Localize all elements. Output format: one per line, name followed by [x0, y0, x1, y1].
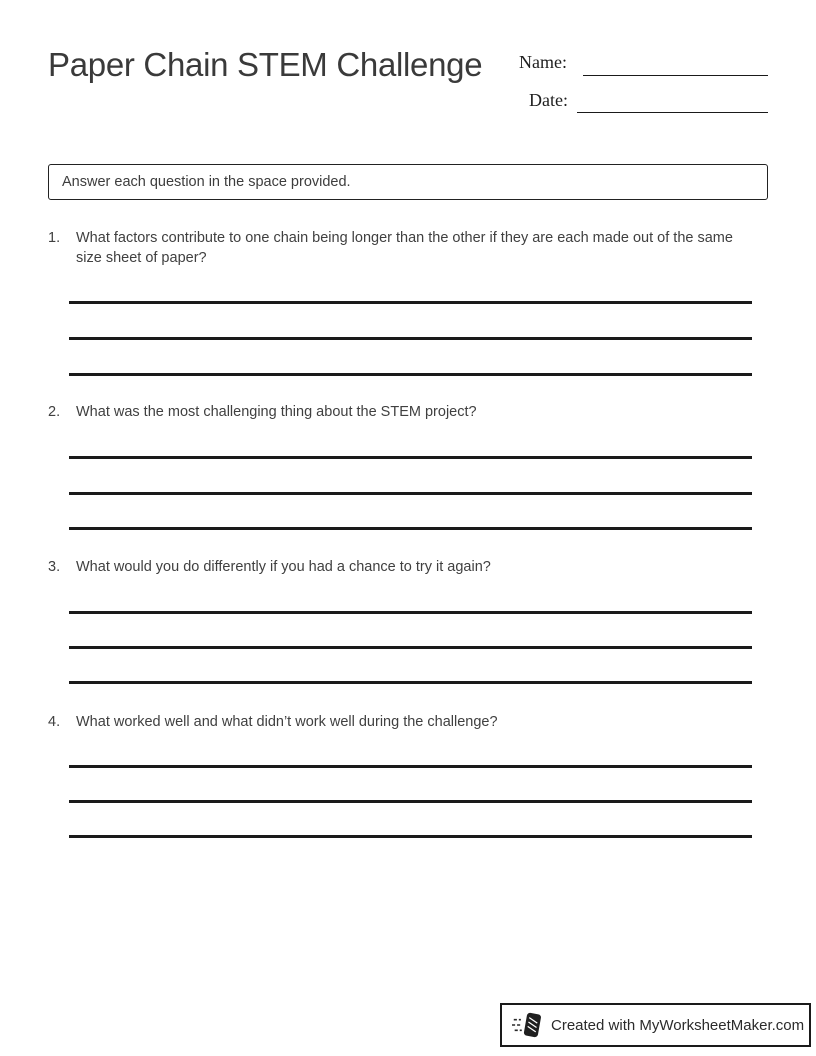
question-4 [48, 713, 748, 733]
answer-line[interactable] [69, 646, 752, 649]
answer-line[interactable] [69, 337, 752, 340]
page-title: Paper Chain STEM Challenge [48, 46, 483, 83]
question-3 [48, 558, 748, 578]
question-1-text: What factors contribute to one chain being longer than the other if they are each made out of the same size sheet of paper? [76, 230, 733, 266]
answer-line[interactable] [69, 800, 752, 803]
credit-text: Created with MyWorksheetMaker.com [551, 1016, 805, 1034]
instructions-box [48, 164, 768, 200]
answer-line[interactable] [69, 456, 752, 459]
answer-line[interactable] [69, 765, 752, 768]
question-2-text: What was the most challenging thing about the STEM project? [76, 404, 477, 420]
answer-line[interactable] [69, 527, 752, 530]
credit-badge [500, 1003, 811, 1047]
answer-line[interactable] [69, 835, 752, 838]
question-3-number: 3. [48, 559, 61, 575]
name-blank-line[interactable] [583, 75, 768, 76]
question-4-number: 4. [48, 714, 61, 730]
date-blank-line[interactable] [577, 112, 768, 113]
answer-line[interactable] [69, 611, 752, 614]
date-label: Date: [529, 90, 568, 110]
answer-line[interactable] [69, 492, 752, 495]
question-1-number: 1. [48, 230, 61, 246]
worksheet-maker-logo-icon [512, 1010, 544, 1040]
question-3-text: What would you do differently if you had a chance to try it again? [76, 559, 491, 575]
answer-line[interactable] [69, 373, 752, 376]
question-2-number: 2. [48, 404, 61, 420]
question-1 [48, 229, 748, 268]
question-4-text: What worked well and what didn’t work well during the challenge? [76, 714, 498, 730]
answer-line[interactable] [69, 301, 752, 304]
answer-line[interactable] [69, 681, 752, 684]
name-label: Name: [519, 52, 567, 72]
instructions-text: Answer each question in the space provided. [62, 174, 351, 190]
question-2 [48, 403, 748, 423]
